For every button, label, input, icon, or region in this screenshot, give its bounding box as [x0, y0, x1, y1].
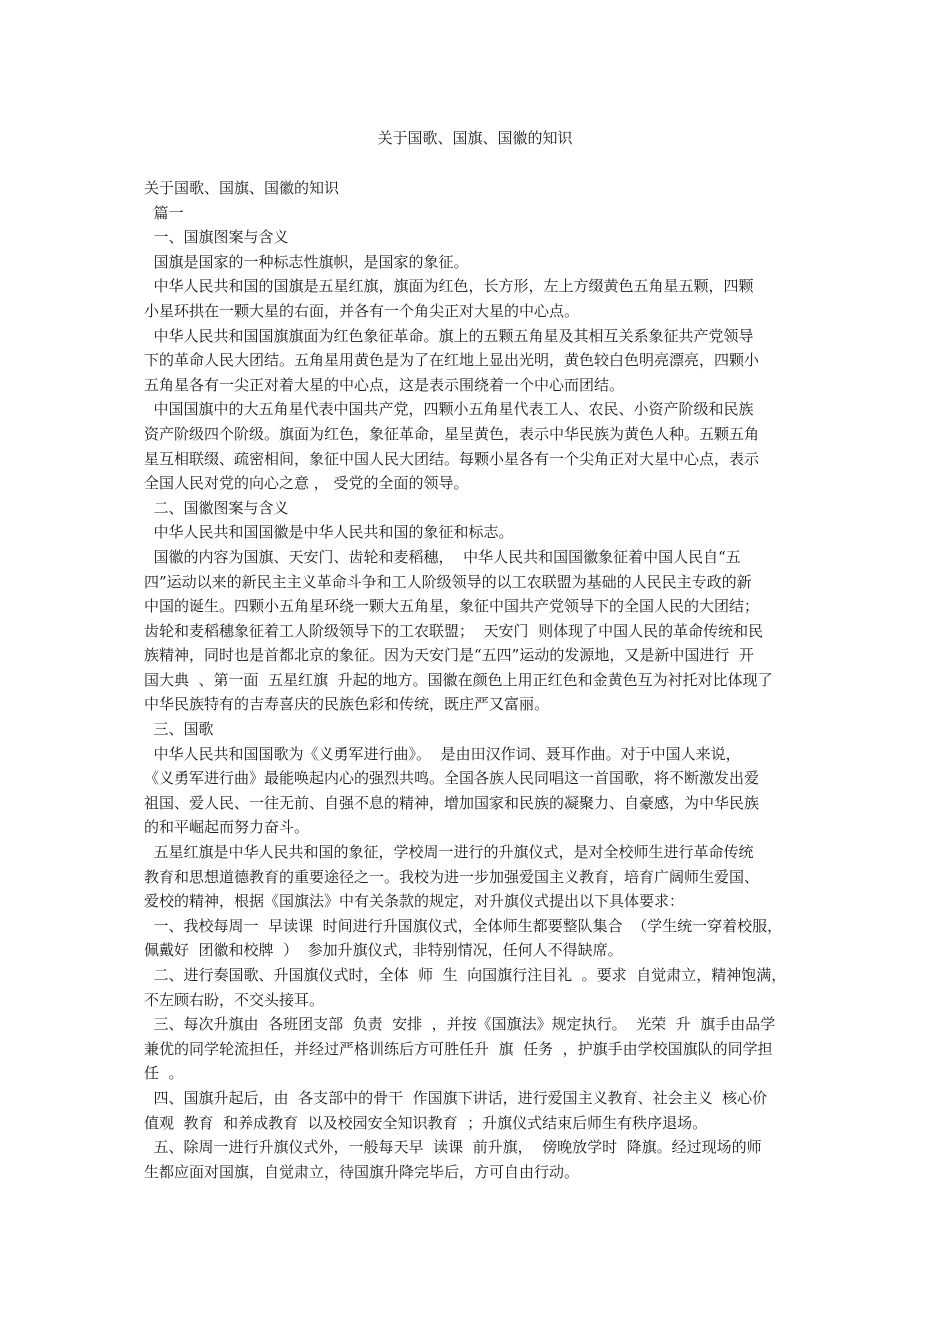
text-line: 下的革命人民大团结。五角星用黄色是为了在红地上显出光明，黄色较白色明亮漂亮，四颗小	[144, 351, 760, 370]
text-line: 五角星各有一尖正对着大星的中心点，这是表示围绕着一个中心而团结。	[144, 375, 625, 394]
text-line: 二、国徽图案与含义	[144, 498, 289, 517]
text-line: 中华人民共和国国歌为《义勇军进行曲》。 是由田汉作词、聂耳作曲。对于中国人来说，	[144, 744, 741, 763]
text-line: 生都应面对国旗，自觉肃立，待国旗升降完毕后，方可自由行动。	[144, 1162, 580, 1181]
text-line: 四、国旗升起后，由 各支部中的骨干 作国旗下讲话，进行爱国主义教育、社会主义 核心价	[144, 1088, 768, 1107]
text-line: 资产阶级四个阶级。旗面为红色，象征革命，星呈黄色，表示中华民族为黄色人种。五颗五角	[144, 424, 760, 443]
document-title: 关于国歌、国旗、国徽的知识	[377, 129, 573, 147]
text-line: 祖国、爱人民、一往无前、自强不息的精神，增加国家和民族的凝聚力、自豪感，为中华民族	[144, 793, 760, 812]
text-line: 星互相联缀、疏密相间，象征中国人民大团结。每颗小星各有一个尖角正对大星中心点，表示	[144, 449, 760, 468]
text-line: 不左顾右盼，不交头接耳。	[144, 990, 325, 1009]
text-line: 中华人民共和国国徽是中华人民共和国的象征和标志。	[144, 523, 514, 542]
text-line: 小星环拱在一颗大星的右面，并各有一个角尖正对大星的中心点。	[144, 301, 580, 320]
text-line: 五、除周一进行升旗仪式外，一般每天早 读课 前升旗， 傍晚放学时 降旗。经过现场的师	[144, 1138, 762, 1157]
text-line: 篇一	[144, 203, 184, 222]
text-line: 族精神，同时也是首都北京的象征。因为天安门是“五四”运动的发源地，又是新中国进行 开	[144, 646, 754, 665]
text-line: 关于国歌、国旗、国徽的知识	[144, 179, 340, 197]
text-line: 的和平崛起而努力奋斗。	[144, 818, 310, 837]
text-line: 四”运动以来的新民主主义革命斗争和工人阶级领导的以工农联盟为基础的人民民主专政的新	[144, 572, 752, 591]
text-line: 中国国旗中的大五角星代表中国共产党，四颗小五角星代表工人、农民、小资产阶级和民族	[144, 400, 754, 419]
text-line: 中华人民共和国的国旗是五星红旗，旗面为红色，长方形，左上方缀黄色五角星五颗，四颗	[144, 277, 754, 296]
text-line: 五星红旗是中华人民共和国的象征，学校周一进行的升旗仪式，是对全校师生进行革命传统	[144, 843, 754, 862]
document-body	[144, 176, 816, 1184]
text-line: 国旗是国家的一种标志性旗帜，是国家的象征。	[144, 252, 469, 271]
text-line: 兼优的同学轮流担任，并经过严格训练后方可胜任升 旗 任务 ，护旗手由学校国旗队的同学担	[144, 1039, 773, 1058]
text-line: 三、每次升旗由 各班团支部 负责 安排 ，并按《国旗法》规定执行。 光荣 升 旗手由品学	[144, 1015, 776, 1034]
text-line: 齿轮和麦稻穗象征着工人阶级领导下的工农联盟； 天安门 则体现了中国人民的革命传统和民	[144, 621, 764, 640]
text-line: 中华民族特有的吉寿喜庆的民族色彩和传统，既庄严又富丽。	[144, 695, 550, 714]
text-line: 国大典 、第一面 五星红旗 升起的地方。国徽在颜色上用正红色和金黄色互为衬托对比体现了	[144, 670, 773, 689]
text-line: 全国人民对党的向心之意 ， 受党的全面的领导。	[144, 474, 469, 493]
text-line: 教育和思想道德教育的重要途径之一。我校为进一步加强爱国主义教育，培育广阔师生爱国、	[144, 867, 760, 886]
text-line: 一、我校每周一 早读课 时间进行升国旗仪式，全体师生都要整队集合 （学生统一穿着校服，	[144, 916, 783, 935]
text-line: 任 。	[144, 1064, 184, 1083]
text-line: 值观 教育 和养成教育 以及校园安全知识教育 ；升旗仪式结束后师生有秩序退场。	[144, 1113, 708, 1132]
text-line: 中国的诞生。四颗小五角星环绕一颗大五角星，象征中国共产党领导下的全国人民的大团结；	[144, 597, 760, 616]
text-line: 《义勇军进行曲》最能唤起内心的强烈共鸣。全国各族人民同唱这一首国歌，将不断激发出爱	[144, 769, 760, 788]
text-line: 中华人民共和国国旗旗面为红色象征革命。旗上的五颗五角星及其相互关系象征共产党领导	[144, 326, 754, 345]
text-line: 二、进行奏国歌、升国旗仪式时，全体 师 生 向国旗行注目礼 。要求 自觉肃立，精神饱满，	[144, 966, 787, 984]
text-line: 三、国歌	[144, 720, 214, 739]
text-line: 爱校的精神，根据《国旗法》中有关条款的规定，对升旗仪式提出以下具体要求：	[144, 892, 685, 911]
text-line: 一、国旗图案与含义	[144, 228, 289, 247]
text-line: 佩戴好 团徽和校牌 ） 参加升旗仪式，非特别情况，任何人不得缺席。	[144, 941, 623, 960]
text-line: 国徽的内容为国旗、天安门、齿轮和麦稻穗， 中华人民共和国国徽象征着中国人民自“五	[144, 547, 741, 566]
